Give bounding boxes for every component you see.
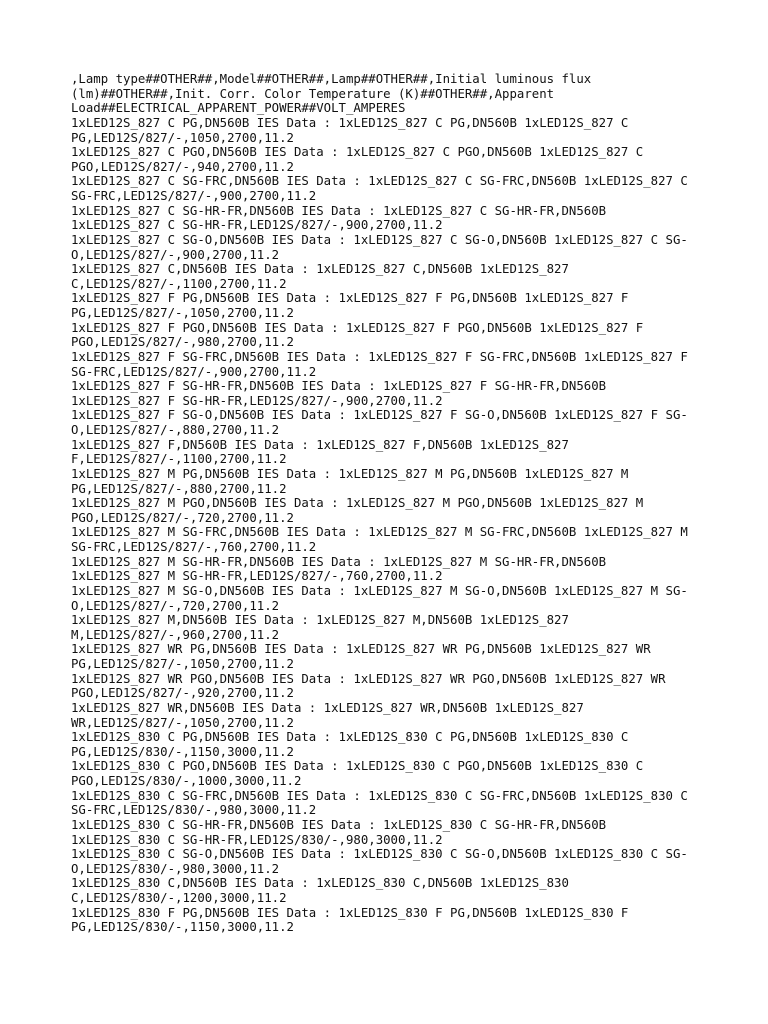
text-line: 1xLED12S_827 F SG-O,DN560B IES Data : 1xLED12S_827 F SG-O,DN560B 1xLED12S_827 F SG- (71, 408, 688, 423)
text-line: 1xLED12S_827 M SG-HR-FR,LED12S/827/-,760,2700,11.2 (71, 569, 443, 584)
text-line: WR,LED12S/827/-,1050,2700,11.2 (71, 715, 294, 730)
text-line: PG,LED12S/830/-,1150,3000,11.2 (71, 920, 294, 935)
text-line: 1xLED12S_830 C SG-HR-FR,DN560B IES Data : 1xLED12S_830 C SG-HR-FR,DN560B (71, 817, 607, 832)
text-line: PGO,LED12S/827/-,720,2700,11.2 (71, 510, 294, 525)
text-line: 1xLED12S_827 F PG,DN560B IES Data : 1xLED12S_827 F PG,DN560B 1xLED12S_827 F (71, 291, 629, 306)
text-line: PG,LED12S/827/-,1050,2700,11.2 (71, 130, 294, 145)
text-line: SG-FRC,LED12S/830/-,980,3000,11.2 (71, 803, 317, 818)
text-line: O,LED12S/827/-,720,2700,11.2 (71, 598, 280, 613)
header-line: (lm)##OTHER##,Init. Corr. Color Temperature (K)##OTHER##,Apparent (71, 86, 555, 101)
text-line: 1xLED12S_827 F SG-HR-FR,DN560B IES Data : 1xLED12S_827 F SG-HR-FR,DN560B (71, 379, 607, 394)
text-line: 1xLED12S_827 C,DN560B IES Data : 1xLED12S_827 C,DN560B 1xLED12S_827 (71, 262, 569, 277)
text-line: 1xLED12S_827 F,DN560B IES Data : 1xLED12S_827 F,DN560B 1xLED12S_827 (71, 437, 569, 452)
text-line: 1xLED12S_827 C SG-FRC,DN560B IES Data : 1xLED12S_827 C SG-FRC,DN560B 1xLED12S_827 C (71, 174, 688, 189)
text-line: 1xLED12S_827 WR PGO,DN560B IES Data : 1xLED12S_827 WR PGO,DN560B 1xLED12S_827 WR (71, 671, 666, 686)
text-line: 1xLED12S_827 C PGO,DN560B IES Data : 1xLED12S_827 C PGO,DN560B 1xLED12S_827 C (71, 145, 644, 160)
text-line: 1xLED12S_827 F SG-HR-FR,LED12S/827/-,900,2700,11.2 (71, 393, 443, 408)
text-line: 1xLED12S_827 F PGO,DN560B IES Data : 1xLED12S_827 F PGO,DN560B 1xLED12S_827 F (71, 320, 644, 335)
text-line: PGO,LED12S/827/-,940,2700,11.2 (71, 159, 294, 174)
header-line: Load##ELECTRICAL_APPARENT_POWER##VOLT_AMPERES (71, 101, 406, 116)
text-line: SG-FRC,LED12S/827/-,900,2700,11.2 (71, 364, 317, 379)
text-line: 1xLED12S_827 WR PG,DN560B IES Data : 1xLED12S_827 WR PG,DN560B 1xLED12S_827 WR (71, 642, 651, 657)
text-line: F,LED12S/827/-,1100,2700,11.2 (71, 452, 287, 467)
text-line: C,LED12S/830/-,1200,3000,11.2 (71, 891, 287, 905)
document-page (71, 72, 711, 935)
text-line: 1xLED12S_830 C SG-FRC,DN560B IES Data : 1xLED12S_830 C SG-FRC,DN560B 1xLED12S_830 C (71, 788, 688, 803)
text-line: PGO,LED12S/827/-,920,2700,11.2 (71, 686, 294, 701)
text-line: 1xLED12S_830 C SG-HR-FR,LED12S/830/-,980,3000,11.2 (71, 832, 443, 847)
text-line: 1xLED12S_827 WR,DN560B IES Data : 1xLED12S_827 WR,DN560B 1xLED12S_827 (71, 700, 584, 715)
text-line: 1xLED12S_830 C SG-O,DN560B IES Data : 1xLED12S_830 C SG-O,DN560B 1xLED12S_830 C SG- (71, 847, 688, 862)
text-line: SG-FRC,LED12S/827/-,900,2700,11.2 (71, 189, 317, 203)
text-line: 1xLED12S_827 C SG-HR-FR,DN560B IES Data : 1xLED12S_827 C SG-HR-FR,DN560B (71, 203, 607, 218)
text-line: 1xLED12S_830 C,DN560B IES Data : 1xLED12S_830 C,DN560B 1xLED12S_830 (71, 876, 569, 891)
text-line: 1xLED12S_830 F PG,DN560B IES Data : 1xLED12S_830 F PG,DN560B 1xLED12S_830 F (71, 905, 629, 920)
text-line: O,LED12S/827/-,880,2700,11.2 (71, 423, 280, 437)
text-line: 1xLED12S_827 C SG-O,DN560B IES Data : 1xLED12S_827 C SG-O,DN560B 1xLED12S_827 C SG- (71, 232, 688, 247)
text-line: 1xLED12S_827 M PG,DN560B IES Data : 1xLED12S_827 M PG,DN560B 1xLED12S_827 M (71, 466, 629, 481)
text-line: 1xLED12S_827 M SG-HR-FR,DN560B IES Data : 1xLED12S_827 M SG-HR-FR,DN560B (71, 554, 607, 569)
text-line: 1xLED12S_830 C PGO,DN560B IES Data : 1xLED12S_830 C PGO,DN560B 1xLED12S_830 C (71, 759, 644, 774)
text-line: PG,LED12S/827/-,1050,2700,11.2 (71, 657, 294, 671)
header-line: ,Lamp type##OTHER##,Model##OTHER##,Lamp##OTHER##,Initial luminous flux (71, 72, 592, 86)
text-line: PGO,LED12S/830/-,1000,3000,11.2 (71, 774, 302, 788)
text-line: 1xLED12S_827 M PGO,DN560B IES Data : 1xLED12S_827 M PGO,DN560B 1xLED12S_827 M (71, 496, 644, 511)
text-line: 1xLED12S_827 M SG-O,DN560B IES Data : 1xLED12S_827 M SG-O,DN560B 1xLED12S_827 M SG- (71, 583, 688, 598)
text-line: 1xLED12S_830 C PG,DN560B IES Data : 1xLED12S_830 C PG,DN560B 1xLED12S_830 C (71, 730, 629, 745)
text-line: 1xLED12S_827 C PG,DN560B IES Data : 1xLED12S_827 C PG,DN560B 1xLED12S_827 C (71, 115, 629, 130)
text-line: 1xLED12S_827 M,DN560B IES Data : 1xLED12S_827 M,DN560B 1xLED12S_827 (71, 613, 569, 628)
text-line: PG,LED12S/830/-,1150,3000,11.2 (71, 744, 294, 759)
text-line: O,LED12S/830/-,980,3000,11.2 (71, 861, 280, 876)
text-line: 1xLED12S_827 C SG-HR-FR,LED12S/827/-,900,2700,11.2 (71, 218, 443, 233)
text-line: C,LED12S/827/-,1100,2700,11.2 (71, 276, 287, 291)
text-line: PG,LED12S/827/-,880,2700,11.2 (71, 481, 287, 496)
text-line: 1xLED12S_827 F SG-FRC,DN560B IES Data : 1xLED12S_827 F SG-FRC,DN560B 1xLED12S_827 F (71, 349, 688, 364)
text-line: M,LED12S/827/-,960,2700,11.2 (71, 627, 280, 642)
text-line: O,LED12S/827/-,900,2700,11.2 (71, 247, 280, 262)
text-line: 1xLED12S_827 M SG-FRC,DN560B IES Data : 1xLED12S_827 M SG-FRC,DN560B 1xLED12S_827 M (71, 525, 688, 540)
text-line: PG,LED12S/827/-,1050,2700,11.2 (71, 306, 294, 320)
text-line: PGO,LED12S/827/-,980,2700,11.2 (71, 335, 294, 350)
text-line: SG-FRC,LED12S/827/-,760,2700,11.2 (71, 540, 317, 554)
